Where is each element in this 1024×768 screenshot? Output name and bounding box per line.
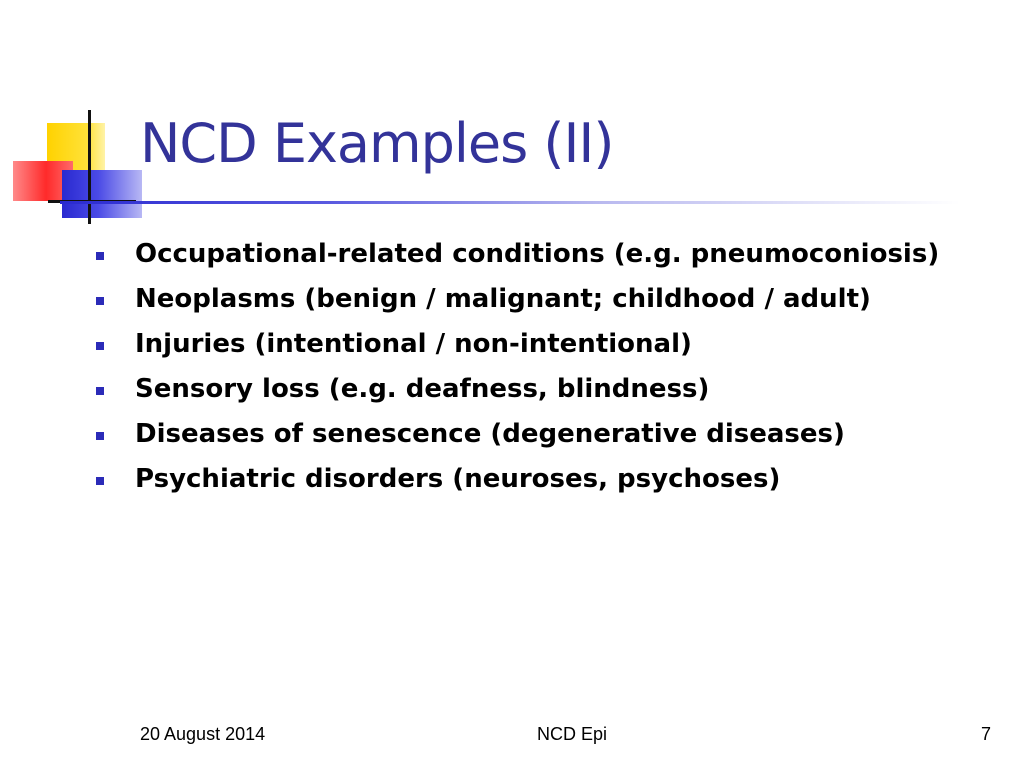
square-bullet-icon: [96, 432, 104, 440]
footer-page-number: 7: [981, 724, 992, 744]
square-bullet-icon: [96, 342, 104, 350]
bullet-item: [96, 416, 956, 453]
square-bullet-icon: [96, 387, 104, 395]
bullet-list: [96, 236, 956, 506]
title-underline: [60, 201, 960, 204]
bullet-text: Diseases of senescence (degenerative diseases): [135, 419, 845, 449]
bullet-text: Psychiatric disorders (neuroses, psychoses): [135, 464, 781, 494]
slide-title: NCD Examples (II): [140, 112, 614, 175]
bullet-text: Injuries (intentional / non-intentional): [135, 329, 692, 359]
bullet-item: [96, 461, 956, 498]
bullet-text: Neoplasms (benign / malignant; childhood / adult): [135, 284, 871, 314]
bullet-text: Occupational-related conditions (e.g. pneumoconiosis): [135, 239, 940, 269]
bullet-text: Sensory loss (e.g. deafness, blindness): [135, 374, 710, 404]
square-bullet-icon: [96, 297, 104, 305]
slide-logo-decoration: [0, 0, 160, 240]
bullet-item: [96, 281, 956, 318]
square-bullet-icon: [96, 477, 104, 485]
bullet-item: [96, 326, 956, 363]
logo-vertical-line: [88, 110, 91, 224]
footer-title: NCD Epi: [537, 724, 608, 744]
square-bullet-icon: [96, 252, 104, 260]
footer-date: 20 August 2014: [140, 724, 266, 744]
bullet-item: [96, 371, 956, 408]
bullet-item: [96, 236, 956, 273]
logo-blue-square: [62, 170, 142, 218]
